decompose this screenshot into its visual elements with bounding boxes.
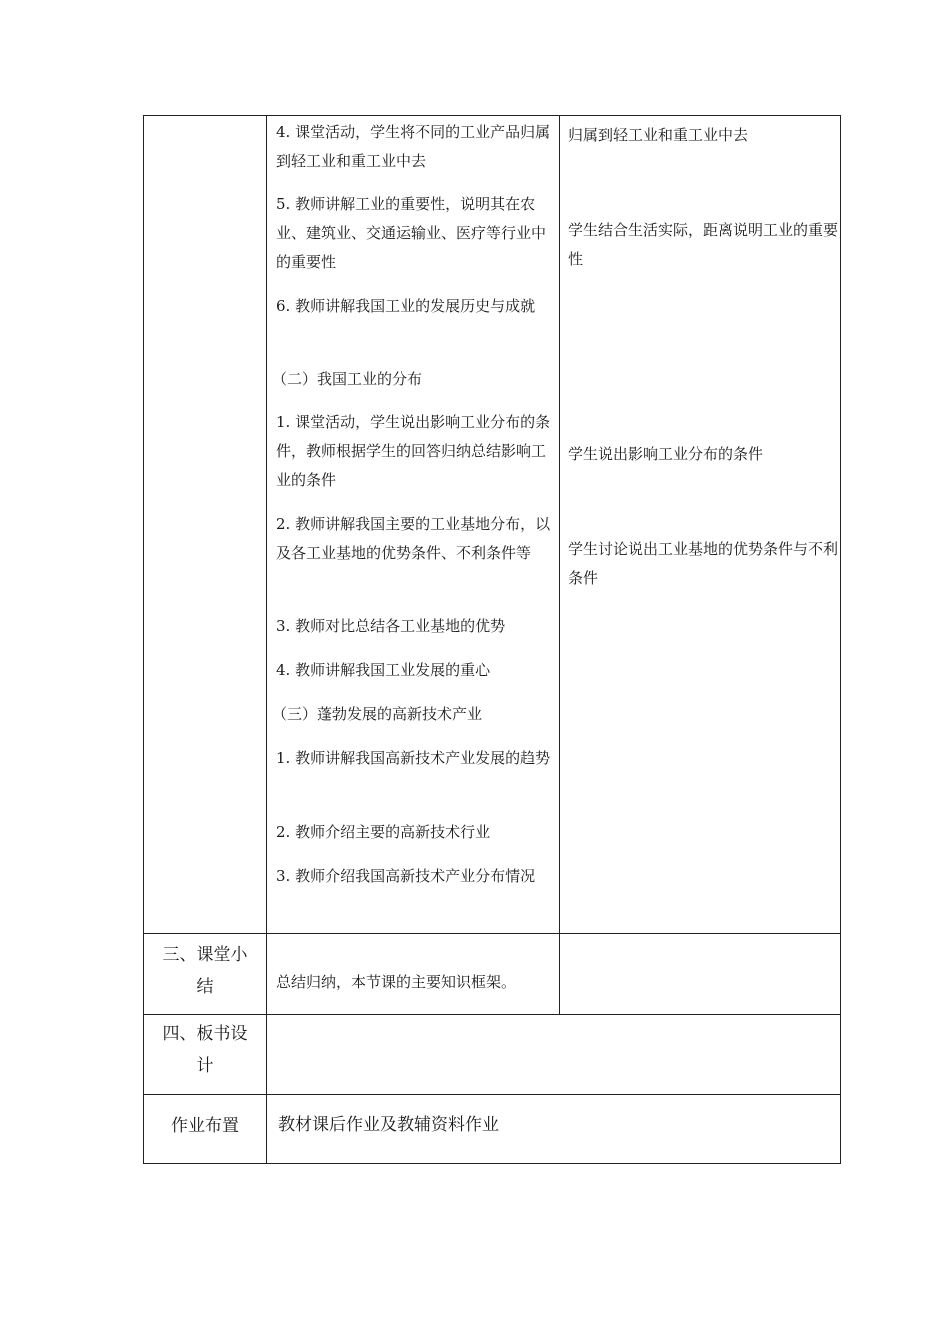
teaching-step: 2. 教师介绍主要的高新技术行业 xyxy=(276,823,491,841)
student-activity: 学生结合生活实际，距离说明工业的重要性 xyxy=(568,221,839,268)
board-design-label: 四、板书设计 xyxy=(162,1024,248,1076)
student-activity: 学生说出影响工业分布的条件 xyxy=(568,445,764,463)
teaching-step: 3. 教师对比总结各工业基地的优势 xyxy=(276,617,506,635)
lesson-plan-table xyxy=(143,115,841,1164)
row-divider-homework xyxy=(144,1094,840,1095)
summary-label: 三、课堂小结 xyxy=(162,945,248,997)
student-activity: 归属到轻工业和重工业中去 xyxy=(568,126,749,144)
section-heading: （二）我国工业的分布 xyxy=(272,370,423,388)
teaching-step: 4. 教师讲解我国工业发展的重心 xyxy=(276,661,491,679)
section-heading: （三）蓬勃发展的高新技术产业 xyxy=(272,705,483,723)
teaching-step: 3. 教师介绍我国高新技术产业分布情况 xyxy=(276,867,536,885)
teaching-step: 6. 教师讲解我国工业的发展历史与成就 xyxy=(276,297,536,315)
teaching-step: 1. 教师讲解我国高新技术产业发展的趋势 xyxy=(276,749,551,767)
teaching-step: 5. 教师讲解工业的重要性，说明其在农业、建筑业、交通运输业、医疗等行业中的重要性 xyxy=(276,195,547,271)
teaching-step: 2. 教师讲解我国主要的工业基地分布，以及各工业基地的优势条件、不利条件等 xyxy=(276,515,551,562)
homework-content: 教材课后作业及教辅资料作业 xyxy=(278,1115,499,1135)
row-divider-summary xyxy=(144,933,840,934)
row-divider-board xyxy=(144,1014,840,1015)
homework-label: 作业布置 xyxy=(171,1116,239,1136)
column-divider-right xyxy=(559,116,560,1014)
student-activity: 学生讨论说出工业基地的优势条件与不利条件 xyxy=(568,540,839,587)
summary-content: 总结归纳，本节课的主要知识框架。 xyxy=(276,973,517,991)
teaching-step: 1. 课堂活动，学生说出影响工业分布的条件，教师根据学生的回答归纳总结影响工业的条件 xyxy=(276,413,551,489)
column-divider-left xyxy=(266,116,267,1163)
teaching-step: 4. 课堂活动，学生将不同的工业产品归属到轻工业和重工业中去 xyxy=(276,123,551,170)
